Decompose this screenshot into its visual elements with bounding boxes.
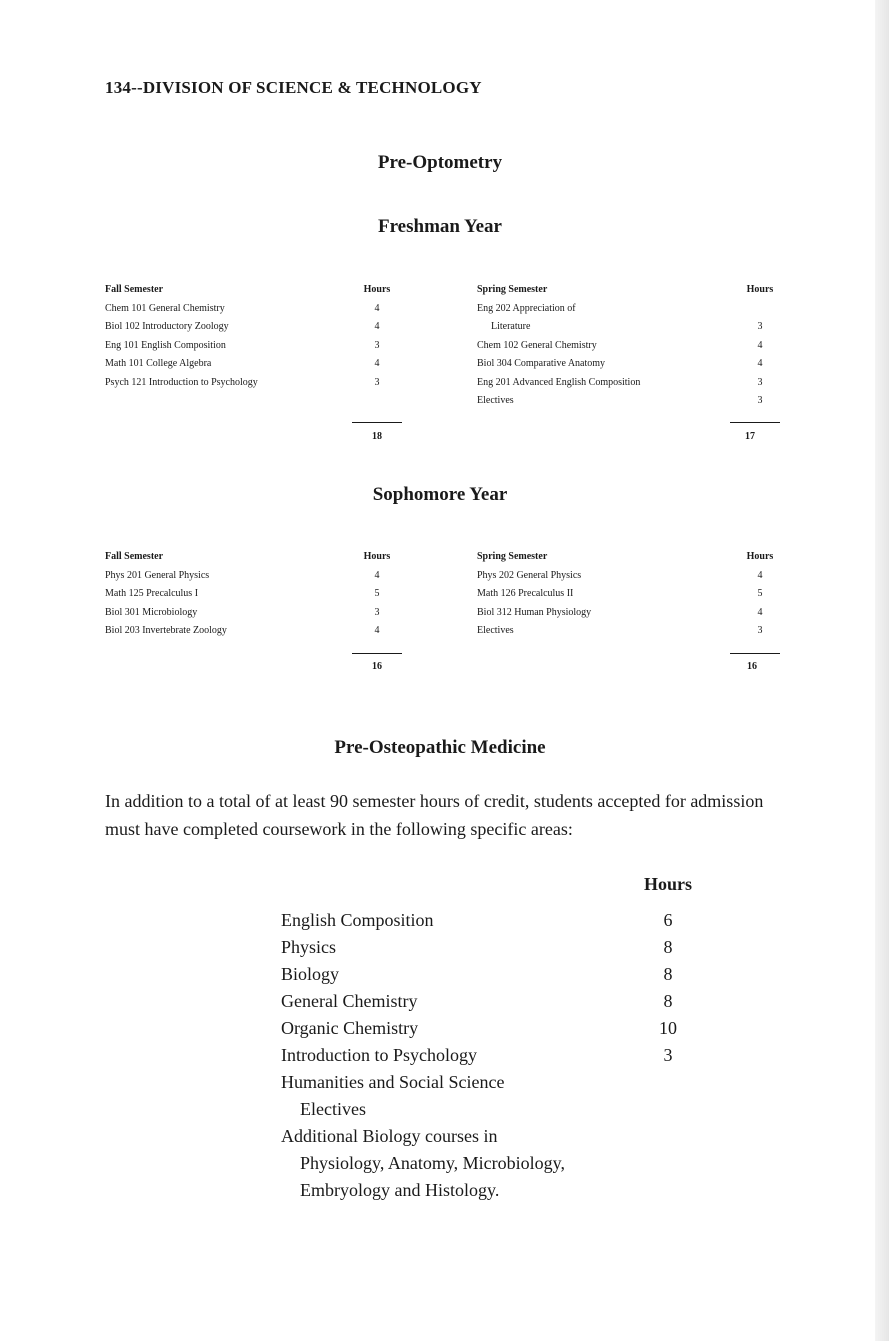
course-hours: 4 xyxy=(757,606,763,618)
requirement-label: Physiology, Anatomy, Microbiology, xyxy=(300,1153,565,1173)
semester-label: Fall Semester xyxy=(105,284,164,295)
semester-label: Fall Semester xyxy=(105,551,164,562)
freshman-fall-total: 18 xyxy=(372,431,382,442)
hours-label: Hours xyxy=(746,284,774,295)
course-hours: 3 xyxy=(374,606,380,618)
course-name: Phys 201 General Physics xyxy=(105,569,210,581)
requirement-label: Physics xyxy=(281,937,337,957)
requirement-label: Biology xyxy=(281,964,340,984)
requirements-list xyxy=(281,907,701,1204)
course-name: Chem 101 General Chemistry xyxy=(105,302,225,314)
course-name: Eng 202 Appreciation of xyxy=(477,302,576,314)
course-hours: 4 xyxy=(374,321,380,332)
sophomore-fall-rule xyxy=(352,653,402,654)
course-hours: 3 xyxy=(757,321,763,332)
requirement-label: General Chemistry xyxy=(281,991,418,1011)
requirement-row xyxy=(281,907,701,934)
course-name: Psych 121 Introduction to Psychology xyxy=(105,376,258,388)
course-hours: 5 xyxy=(374,588,380,599)
course-name: Eng 101 English Composition xyxy=(105,339,226,351)
course-hours xyxy=(735,300,785,319)
requirement-label: Humanities and Social Science xyxy=(281,1072,505,1092)
freshman-spring-total: 17 xyxy=(745,431,755,442)
section-title-osteopathic: Pre-Osteopathic Medicine xyxy=(334,737,546,758)
course-name: Literature xyxy=(491,321,531,332)
freshman-spring-courses xyxy=(477,281,640,411)
sophomore-spring-total: 16 xyxy=(747,661,757,672)
requirement-row xyxy=(281,1069,701,1123)
requirement-hours: 10 xyxy=(659,1018,677,1038)
sophomore-fall-total: 16 xyxy=(372,661,382,672)
course-name: Biol 102 Introductory Zoology xyxy=(105,321,229,332)
course-hours: 3 xyxy=(374,376,380,388)
course-hours: 5 xyxy=(757,588,763,599)
course-hours: 4 xyxy=(374,358,380,369)
requirement-label: English Composition xyxy=(281,910,434,930)
requirement-row xyxy=(281,934,701,961)
requirement-row xyxy=(281,988,701,1015)
course-name: Biol 304 Comparative Anatomy xyxy=(477,358,606,369)
course-name: Electives xyxy=(477,395,514,406)
freshman-year-title: Freshman Year xyxy=(377,216,502,237)
freshman-fall-rule xyxy=(352,422,402,423)
course-name: Biol 301 Microbiology xyxy=(105,606,198,618)
page-edge xyxy=(875,0,889,1341)
hours-label: Hours xyxy=(363,284,391,295)
hours-label: Hours xyxy=(746,551,774,562)
requirement-label: Additional Biology courses in xyxy=(281,1126,498,1146)
requirement-row xyxy=(281,1123,701,1204)
requirement-hours: 8 xyxy=(663,991,673,1011)
requirement-hours: 8 xyxy=(663,964,673,984)
course-name: Phys 202 General Physics xyxy=(477,569,582,581)
freshman-fall-hours xyxy=(352,281,402,392)
hours-label: Hours xyxy=(363,551,391,562)
course-hours: 3 xyxy=(757,376,763,388)
course-hours: 3 xyxy=(374,339,380,351)
sophomore-fall-hours xyxy=(352,548,402,641)
course-name: Math 126 Precalculus II xyxy=(477,588,574,599)
course-name: Biol 312 Human Physiology xyxy=(477,606,592,618)
sophomore-spring-hours xyxy=(735,548,785,641)
course-hours: 4 xyxy=(374,302,380,314)
page-header: 134--DIVISION OF SCIENCE & TECHNOLOGY xyxy=(105,78,482,97)
course-hours: 3 xyxy=(757,625,763,636)
course-name: Chem 102 General Chemistry xyxy=(477,339,597,351)
course-hours: 4 xyxy=(757,569,763,581)
course-hours: 4 xyxy=(757,339,763,351)
semester-label: Spring Semester xyxy=(477,284,548,295)
course-name: Math 125 Precalculus I xyxy=(105,588,199,599)
semester-label: Spring Semester xyxy=(477,551,548,562)
course-hours: 4 xyxy=(374,625,380,636)
freshman-spring-rule xyxy=(730,422,780,423)
requirement-row xyxy=(281,1042,701,1069)
course-hours: 4 xyxy=(374,569,380,581)
course-name: Biol 203 Invertebrate Zoology xyxy=(105,625,227,636)
requirement-label: Embryology and Histology. xyxy=(300,1180,500,1200)
requirement-label: Introduction to Psychology xyxy=(281,1045,477,1065)
course-name: Math 101 College Algebra xyxy=(105,358,212,369)
sophomore-fall-courses xyxy=(105,548,227,641)
freshman-fall-courses xyxy=(105,281,258,392)
freshman-spring-hours xyxy=(735,281,785,411)
requirement-row xyxy=(281,961,701,988)
requirement-label: Electives xyxy=(300,1099,366,1119)
course-hours: 3 xyxy=(757,395,763,406)
course-name: Electives xyxy=(477,625,514,636)
sophomore-spring-courses xyxy=(477,548,591,641)
sophomore-year-title: Sophomore Year xyxy=(372,484,508,505)
requirement-label: Organic Chemistry xyxy=(281,1018,419,1038)
requirement-hours: 8 xyxy=(663,937,673,957)
requirement-hours: 6 xyxy=(663,910,673,930)
course-name: Eng 201 Advanced English Composition xyxy=(477,376,641,388)
requirement-hours: 3 xyxy=(663,1045,673,1065)
osteopathic-intro: In addition to a total of at least 90 semester hours of credit, students accepted for admission must have completed coursework in the following specific areas: xyxy=(105,791,764,839)
requirement-row xyxy=(281,1015,701,1042)
requirements-hours-header: Hours xyxy=(643,874,692,894)
sophomore-spring-rule xyxy=(730,653,780,654)
course-hours: 4 xyxy=(757,358,763,369)
section-title-optometry: Pre-Optometry xyxy=(377,152,503,173)
